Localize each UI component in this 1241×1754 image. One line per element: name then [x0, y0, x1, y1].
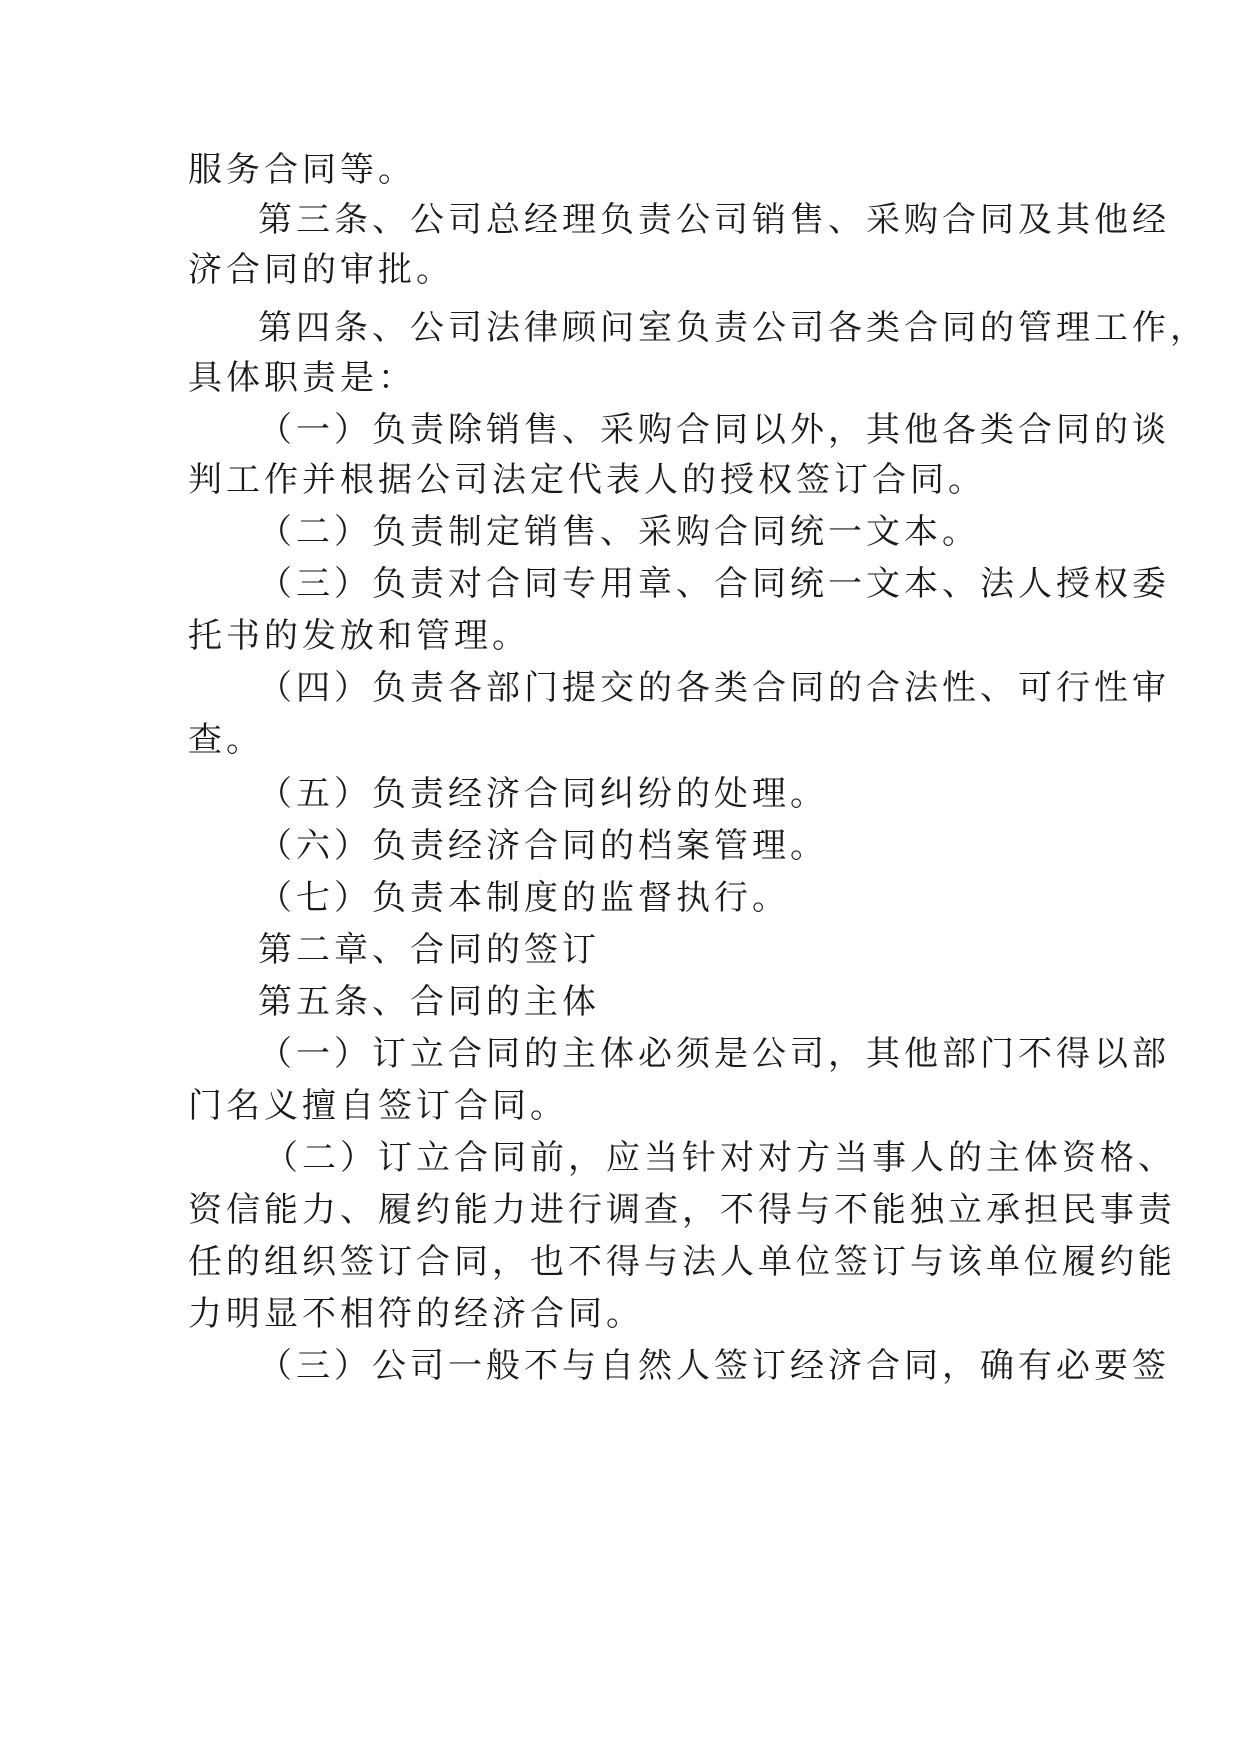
- item-1-line: （一）负责除销售、采购合同以外，其他各类合同的谈: [258, 410, 1170, 450]
- article-3-line: 第三条、公司总经理负责公司销售、采购合同及其他经: [258, 200, 1170, 240]
- item-2-line: （二）负责制定销售、采购合同统一文本。: [258, 512, 980, 552]
- text-line: 任的组织签订合同，也不得与法人单位签订与该单位履约能: [188, 1242, 1176, 1282]
- item-1-line: （一）订立合同的主体必须是公司，其他部门不得以部: [258, 1034, 1170, 1074]
- text-line: 济合同的审批。: [188, 250, 454, 290]
- text-line: 力明显不相符的经济合同。: [188, 1294, 644, 1334]
- item-3-line: （三）公司一般不与自然人签订经济合同，确有必要签: [258, 1346, 1170, 1386]
- item-2-line: （二）订立合同前，应当针对对方当事人的主体资格、: [264, 1138, 1176, 1178]
- article-4-line: 第四条、公司法律顾问室负责公司各类合同的管理工作，: [258, 308, 1208, 348]
- text-line: 门名义擅自签订合同。: [188, 1086, 568, 1126]
- text-line: 托书的发放和管理。: [188, 616, 530, 656]
- item-7-line: （七）负责本制度的监督执行。: [258, 878, 790, 918]
- text-line: 具体职责是：: [188, 358, 416, 398]
- chapter-2-heading: 第二章、合同的签订: [258, 930, 600, 970]
- item-5-line: （五）负责经济合同纠纷的处理。: [258, 774, 828, 814]
- text-line: 资信能力、履约能力进行调查，不得与不能独立承担民事责: [188, 1190, 1176, 1230]
- text-line: 查。: [188, 720, 264, 760]
- item-4-line: （四）负责各部门提交的各类合同的合法性、可行性审: [258, 668, 1170, 708]
- item-6-line: （六）负责经济合同的档案管理。: [258, 826, 828, 866]
- article-5-line: 第五条、合同的主体: [258, 982, 600, 1022]
- item-3-line: （三）负责对合同专用章、合同统一文本、法人授权委: [258, 564, 1170, 604]
- text-line: 判工作并根据公司法定代表人的授权签订合同。: [188, 460, 986, 500]
- text-line: 服务合同等。: [188, 150, 416, 190]
